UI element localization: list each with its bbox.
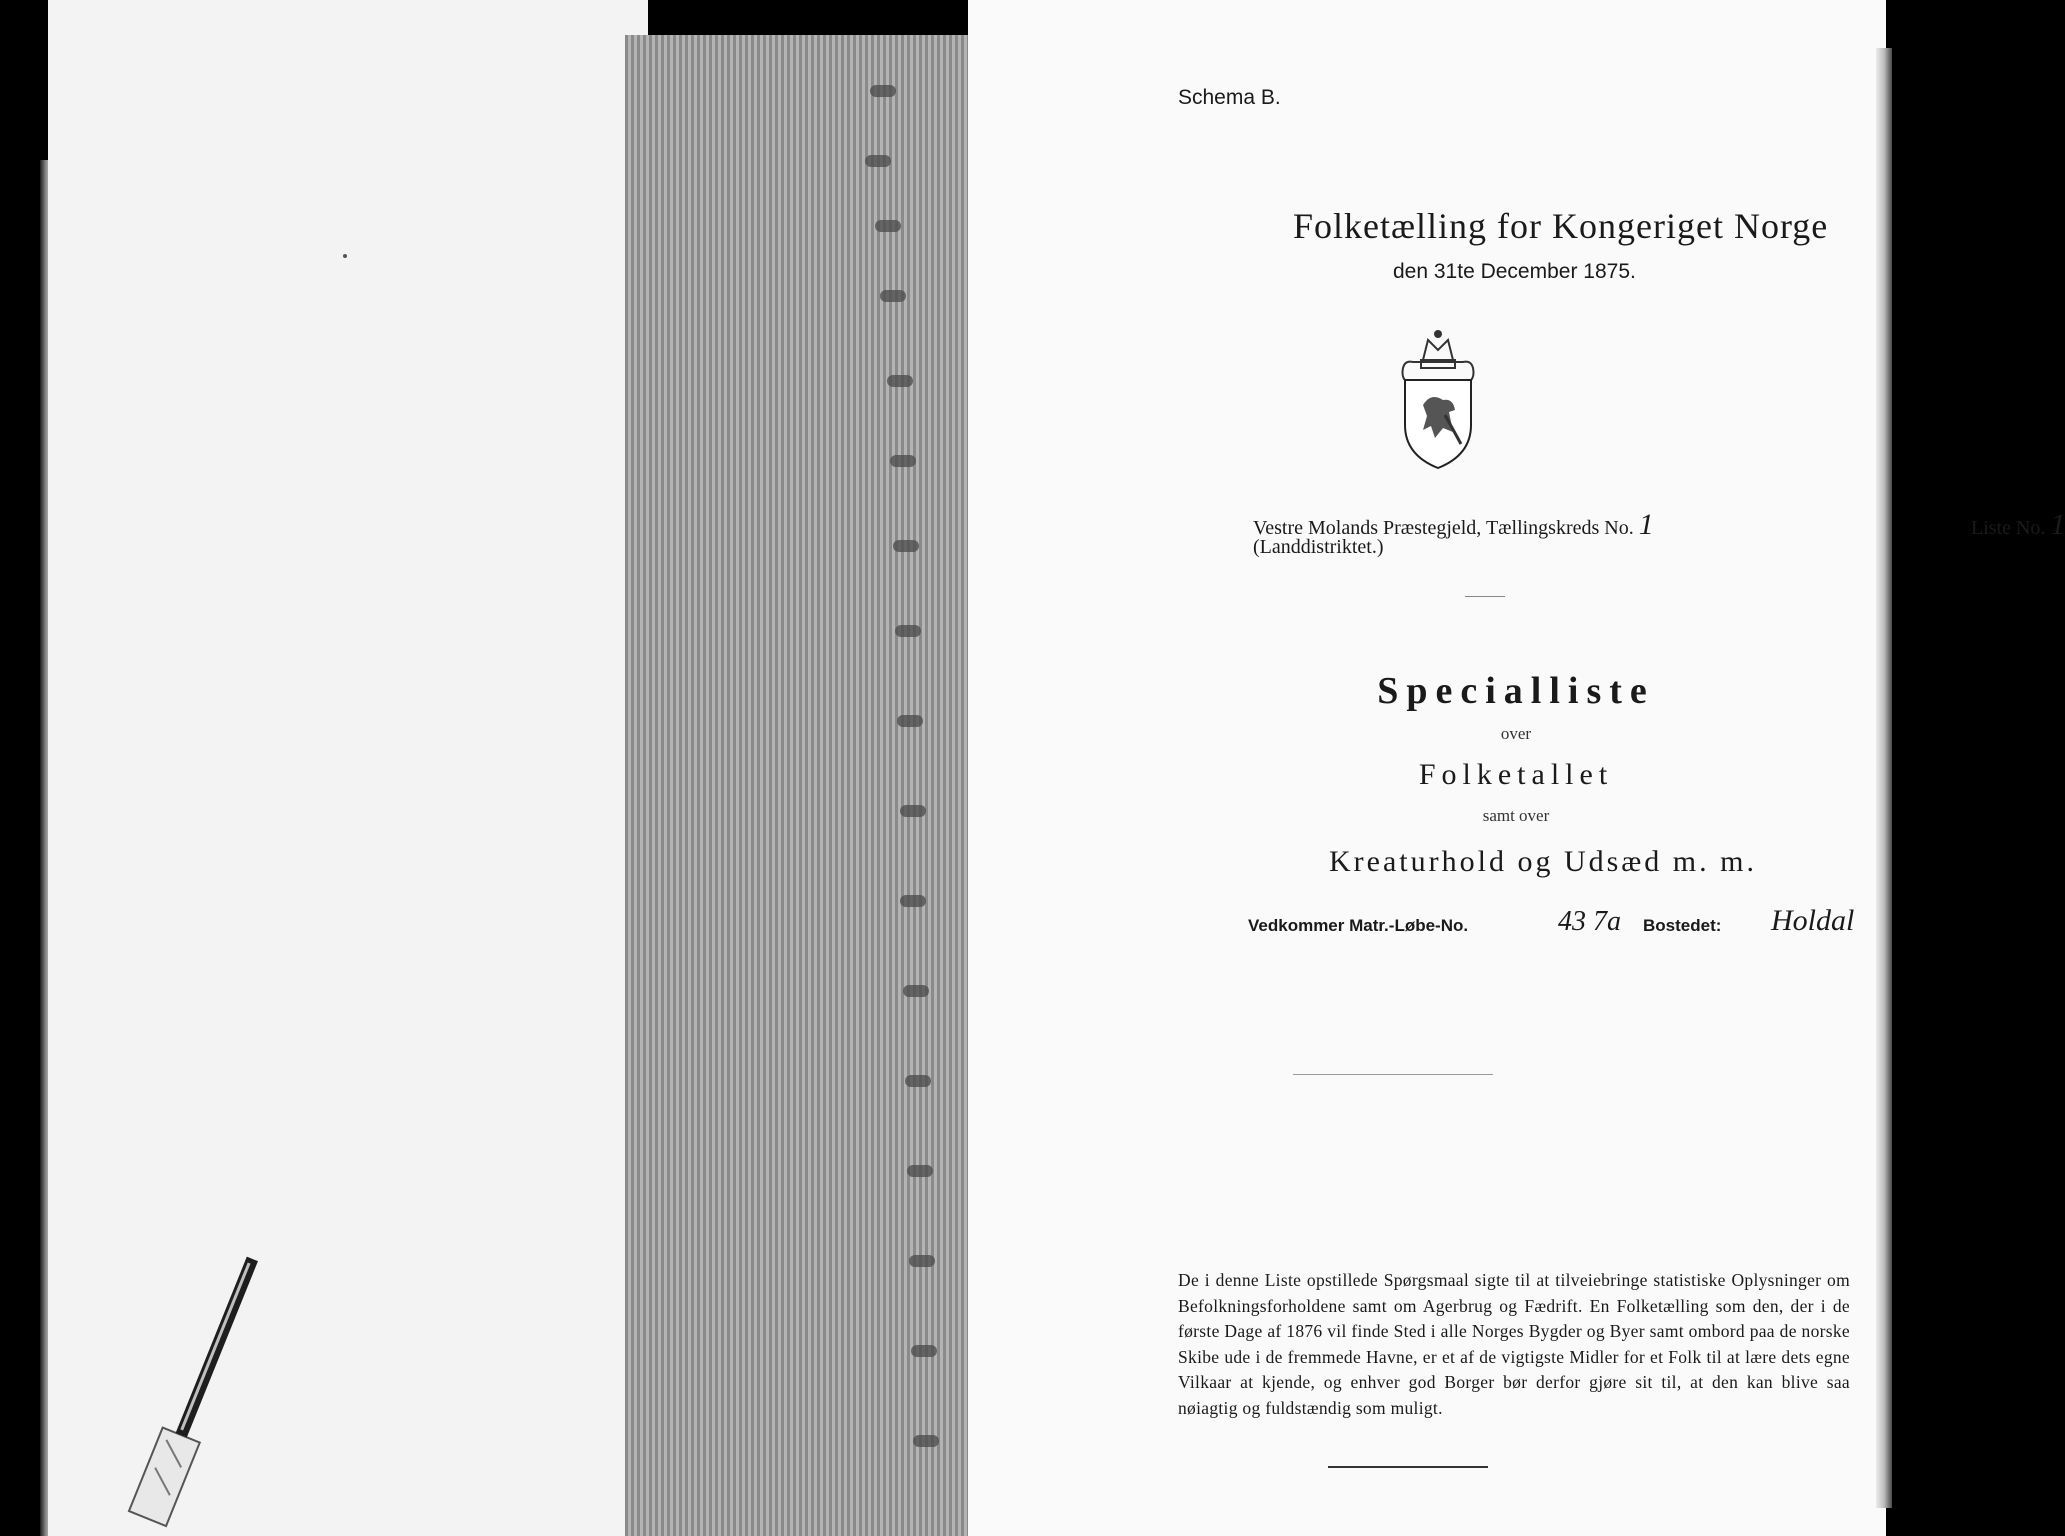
gutter-stain: [900, 895, 926, 907]
gutter-stain: [875, 220, 901, 232]
parish-line-label: Vestre Molands Præstegjeld, Tællingskreds No.: [1253, 517, 1634, 539]
divider-short: [1465, 596, 1505, 597]
liste-label: Liste No.: [1971, 517, 2046, 539]
census-date: den 31te December 1875.: [1393, 260, 1636, 283]
gutter-stain: [880, 290, 906, 302]
binding-gutter: [625, 35, 968, 1536]
gutter-stain: [913, 1435, 939, 1447]
gutter-stain: [900, 805, 926, 817]
liste-value: 1: [2050, 508, 2065, 541]
bosted-label: Bostedet:: [1643, 916, 1722, 935]
samt-over-label: samt over: [1482, 806, 1550, 825]
gutter-stain: [903, 985, 929, 997]
bosted-value: Holdal: [1771, 904, 1855, 937]
right-page-edge: [1876, 48, 1892, 1508]
gutter-stain: [887, 375, 913, 387]
gutter-stain: [893, 540, 919, 552]
district-label: (Landdistriktet.): [1253, 536, 1384, 558]
matr-value: 43 7a: [1558, 906, 1621, 937]
divider-bottom: [1328, 1466, 1488, 1468]
subject-label: Folketallet: [1418, 758, 1614, 791]
gutter-stain: [907, 1165, 933, 1177]
gutter-stain: [895, 625, 921, 637]
pen-icon: [0, 0, 300, 1536]
gutter-stain: [911, 1345, 937, 1357]
gutter-stain: [865, 155, 891, 167]
norwegian-coat-of-arms-icon: [1383, 320, 1493, 470]
parish-line-value: 1: [1638, 508, 1654, 541]
census-form-page: [968, 0, 2065, 1536]
gutter-stain: [870, 85, 896, 97]
gutter-stain: [897, 715, 923, 727]
list-heading: Specialliste: [1377, 670, 1655, 712]
subject-2-label: Kreaturhold og Udsæd m. m.: [1329, 845, 1757, 878]
divider-middle: [1293, 1074, 1493, 1075]
gutter-stain: [905, 1075, 931, 1087]
stray-ink-dot: [343, 254, 347, 258]
instructions-paragraph: De i denne Liste opstillede Spørgsmaal sigte til at tilveiebringe statistiske Oplysninger om Befolkningsforholdene samt om Agerbrug og Fædrift. En Folketælling som den, der i de første Dage af 1876 vil finde Sted i alle Norges Bygder og Byer samt ombord paa de norske Skibe ude i de fremmede Havne, er et af de vigtigste Midler for et Folk til at lære dets egne Vilkaar at kjende, og enhver god Borger bør derfor gjøre sit til, at den kan blive saa nøiagtig og fuldstændig som muligt.: [1178, 1270, 1850, 1418]
liste-number: [1971, 510, 2065, 540]
document-title: Folketælling for Kongeriget Norge: [1293, 206, 1829, 246]
matr-label: Vedkommer Matr.-Løbe-No.: [1248, 916, 1469, 935]
gutter-stain: [890, 455, 916, 467]
over-label: over: [1500, 724, 1532, 743]
gutter-stain: [909, 1255, 935, 1267]
schema-label: Schema B.: [1178, 86, 1281, 109]
